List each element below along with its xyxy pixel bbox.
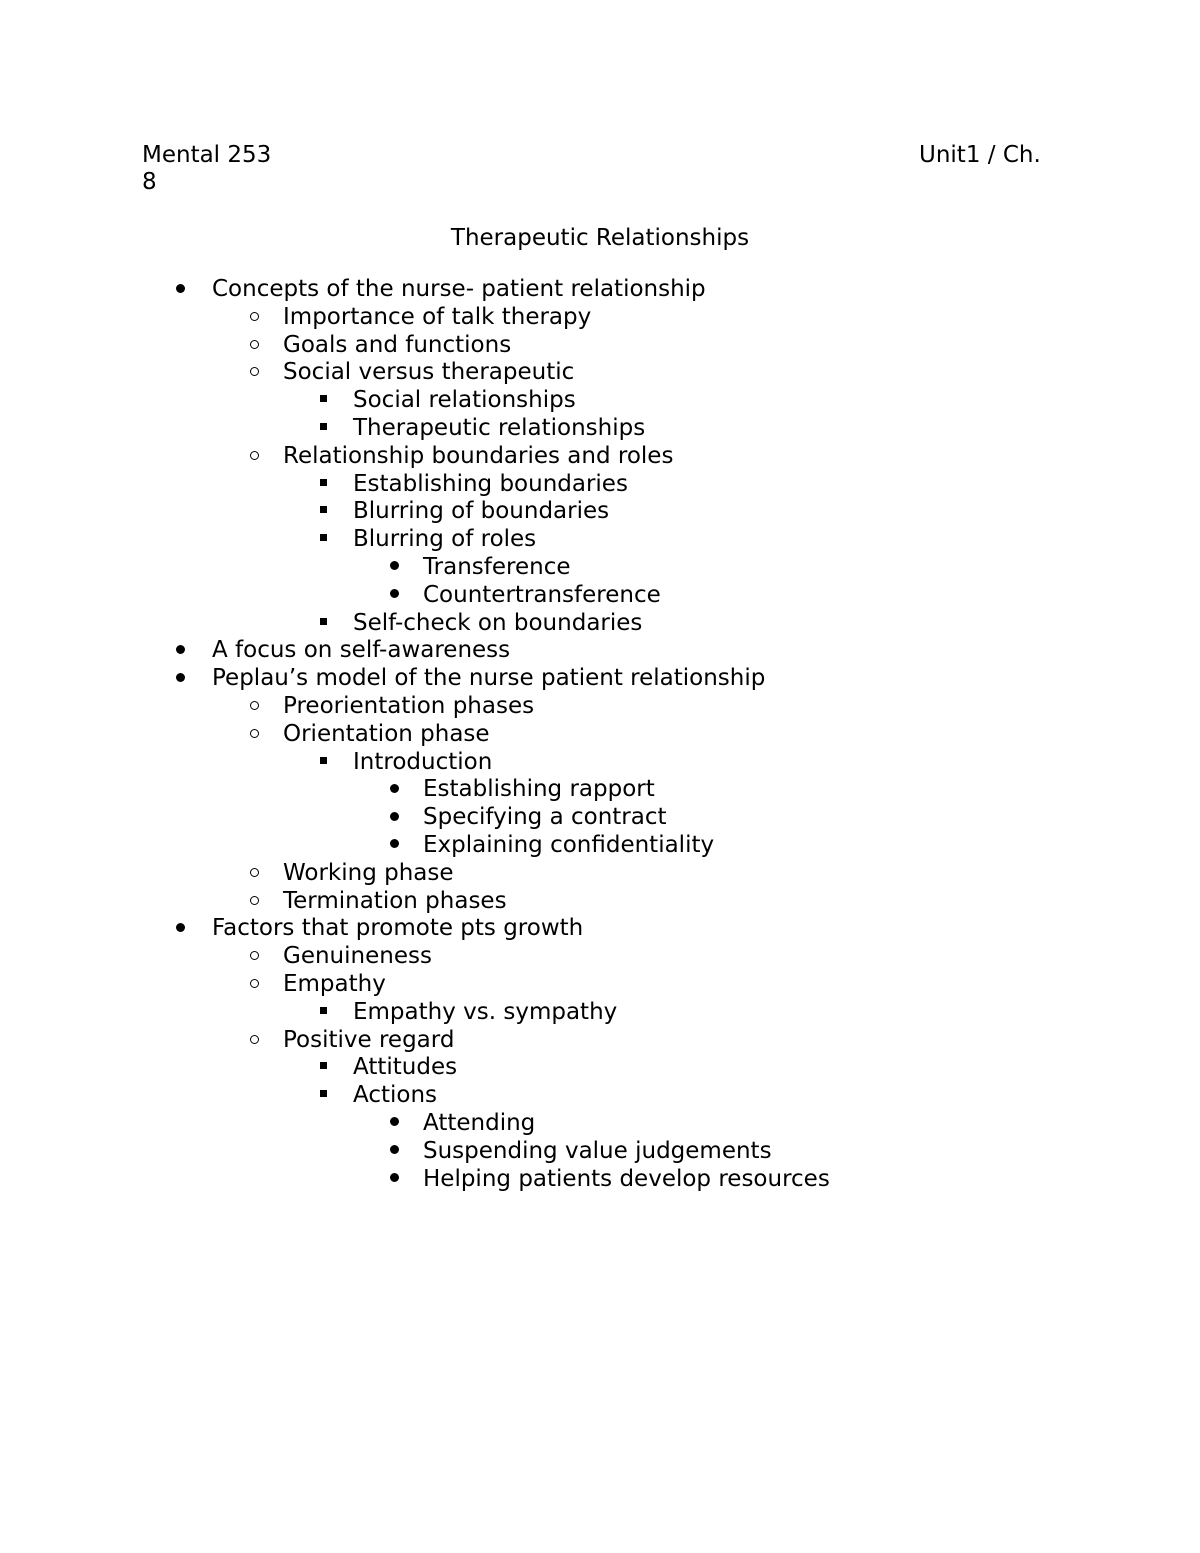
outline-item-level-2 — [0, 943, 1200, 971]
outline-item-text: Blurring of roles — [353, 526, 537, 553]
outline-item-text: Transference — [423, 553, 571, 580]
outline-item-text: Helping patients develop resources — [423, 1165, 830, 1192]
filled-circle-icon — [390, 561, 399, 570]
outline-item-level-1 — [0, 276, 1200, 304]
outline-item-text: Attitudes — [353, 1054, 458, 1081]
outline-item-level-4 — [0, 804, 1200, 832]
outline-item-text: Countertransference — [423, 581, 661, 608]
outline-item-text: Self-check on boundaries — [353, 609, 643, 636]
unit-header-continuation: 8 — [142, 169, 157, 195]
outline-item-text: Empathy — [283, 970, 386, 997]
outline-item-level-2 — [0, 359, 1200, 387]
filled-square-icon — [320, 1007, 327, 1014]
hollow-circle-icon — [250, 951, 259, 960]
filled-square-icon — [320, 757, 327, 764]
filled-circle-icon — [390, 1173, 399, 1182]
bullet-marker — [384, 776, 404, 804]
filled-circle-icon — [390, 839, 399, 848]
bullet-marker — [244, 860, 264, 888]
filled-square-icon — [320, 423, 327, 430]
bullet-marker — [244, 304, 264, 332]
filled-square-icon — [320, 618, 327, 625]
filled-circle-icon — [390, 1145, 399, 1154]
outline-item-text: Social relationships — [353, 387, 576, 414]
filled-circle-icon — [390, 589, 399, 598]
outline-item-level-4 — [0, 582, 1200, 610]
outline-item-level-2 — [0, 721, 1200, 749]
bullet-marker — [313, 471, 333, 499]
outline-item-level-3 — [0, 415, 1200, 443]
outline-item-level-3 — [0, 1054, 1200, 1082]
outline-list — [0, 276, 1200, 1193]
bullet-marker — [244, 721, 264, 749]
bullet-marker — [170, 915, 190, 943]
bullet-marker — [313, 1082, 333, 1110]
bullet-marker — [384, 1110, 404, 1138]
bullet-marker — [170, 637, 190, 665]
filled-circle-icon — [176, 673, 185, 682]
outline-item-level-2 — [0, 860, 1200, 888]
bullet-marker — [170, 665, 190, 693]
outline-item-text: Goals and functions — [283, 331, 512, 358]
outline-item-text: Explaining confidentiality — [423, 831, 715, 858]
hollow-circle-icon — [250, 701, 259, 710]
bullet-marker — [244, 888, 264, 916]
course-header: Mental 253 — [142, 142, 272, 168]
outline-item-text: Peplau’s model of the nurse patient relationship — [212, 665, 766, 692]
outline-item-text: Working phase — [283, 859, 454, 886]
outline-item-level-4 — [0, 1166, 1200, 1194]
outline-item-text: Suspending value judgements — [423, 1137, 772, 1164]
outline-item-text: Orientation phase — [283, 720, 490, 747]
filled-square-icon — [320, 1090, 327, 1097]
outline-item-text: Social versus therapeutic — [283, 359, 575, 386]
outline-item-level-3 — [0, 498, 1200, 526]
hollow-circle-icon — [250, 868, 259, 877]
bullet-marker — [313, 526, 333, 554]
outline-item-level-2 — [0, 443, 1200, 471]
outline-item-text: Blurring of boundaries — [353, 498, 610, 525]
hollow-circle-icon — [250, 896, 259, 905]
bullet-marker — [384, 1166, 404, 1194]
filled-square-icon — [320, 534, 327, 541]
filled-circle-icon — [176, 645, 185, 654]
outline-item-level-4 — [0, 832, 1200, 860]
filled-square-icon — [320, 1062, 327, 1069]
outline-item-level-1 — [0, 665, 1200, 693]
outline-item-level-2 — [0, 693, 1200, 721]
outline-item-text: Attending — [423, 1109, 536, 1136]
filled-square-icon — [320, 506, 327, 513]
bullet-marker — [244, 943, 264, 971]
bullet-marker — [384, 804, 404, 832]
outline-item-level-3 — [0, 471, 1200, 499]
bullet-marker — [313, 387, 333, 415]
hollow-circle-icon — [250, 312, 259, 321]
hollow-circle-icon — [250, 340, 259, 349]
outline-item-level-4 — [0, 554, 1200, 582]
bullet-marker — [244, 693, 264, 721]
outline-item-text: Relationship boundaries and roles — [283, 442, 674, 469]
filled-square-icon — [320, 479, 327, 486]
filled-circle-icon — [176, 923, 185, 932]
bullet-marker — [313, 498, 333, 526]
bullet-marker — [244, 359, 264, 387]
outline-item-text: Establishing rapport — [423, 776, 655, 803]
outline-item-level-2 — [0, 971, 1200, 999]
bullet-marker — [244, 443, 264, 471]
bullet-marker — [313, 999, 333, 1027]
bullet-marker — [170, 276, 190, 304]
outline-item-level-3 — [0, 1082, 1200, 1110]
filled-circle-icon — [390, 1117, 399, 1126]
outline-item-text: Therapeutic relationships — [353, 414, 646, 441]
outline-item-text: A focus on self-awareness — [212, 637, 511, 664]
outline-item-text: Specifying a contract — [423, 804, 667, 831]
filled-circle-icon — [390, 784, 399, 793]
filled-square-icon — [320, 395, 327, 402]
hollow-circle-icon — [250, 729, 259, 738]
outline-item-level-2 — [0, 332, 1200, 360]
hollow-circle-icon — [250, 451, 259, 460]
bullet-marker — [244, 332, 264, 360]
outline-item-text: Termination phases — [283, 887, 507, 914]
outline-item-level-3 — [0, 749, 1200, 777]
document-title: Therapeutic Relationships — [450, 225, 750, 251]
outline-item-level-3 — [0, 999, 1200, 1027]
outline-item-text: Preorientation phases — [283, 692, 535, 719]
filled-circle-icon — [390, 812, 399, 821]
bullet-marker — [313, 610, 333, 638]
outline-item-level-4 — [0, 1138, 1200, 1166]
bullet-marker — [384, 1138, 404, 1166]
outline-item-level-2 — [0, 888, 1200, 916]
outline-item-text: Factors that promote pts growth — [212, 915, 584, 942]
outline-item-text: Importance of talk therapy — [283, 303, 592, 330]
outline-item-text: Positive regard — [283, 1026, 455, 1053]
bullet-marker — [313, 415, 333, 443]
bullet-marker — [244, 1027, 264, 1055]
bullet-marker — [384, 582, 404, 610]
outline-item-text: Genuineness — [283, 943, 432, 970]
outline-item-level-2 — [0, 304, 1200, 332]
filled-circle-icon — [176, 284, 185, 293]
bullet-marker — [384, 554, 404, 582]
outline-item-level-3 — [0, 610, 1200, 638]
bullet-marker — [244, 971, 264, 999]
outline-item-text: Empathy vs. sympathy — [353, 998, 618, 1025]
outline-item-level-3 — [0, 387, 1200, 415]
outline-item-text: Introduction — [353, 748, 493, 775]
outline-item-level-1 — [0, 915, 1200, 943]
unit-header: Unit1 / Ch. — [919, 142, 1041, 168]
bullet-marker — [313, 1054, 333, 1082]
hollow-circle-icon — [250, 367, 259, 376]
outline-item-level-3 — [0, 526, 1200, 554]
bullet-marker — [384, 832, 404, 860]
bullet-marker — [313, 749, 333, 777]
outline-item-text: Concepts of the nurse- patient relationship — [212, 276, 706, 302]
outline-item-level-1 — [0, 637, 1200, 665]
hollow-circle-icon — [250, 979, 259, 988]
outline-item-text: Actions — [353, 1082, 438, 1109]
outline-item-level-4 — [0, 1110, 1200, 1138]
hollow-circle-icon — [250, 1035, 259, 1044]
outline-item-level-4 — [0, 776, 1200, 804]
outline-item-text: Establishing boundaries — [353, 470, 628, 497]
outline-item-level-2 — [0, 1027, 1200, 1055]
